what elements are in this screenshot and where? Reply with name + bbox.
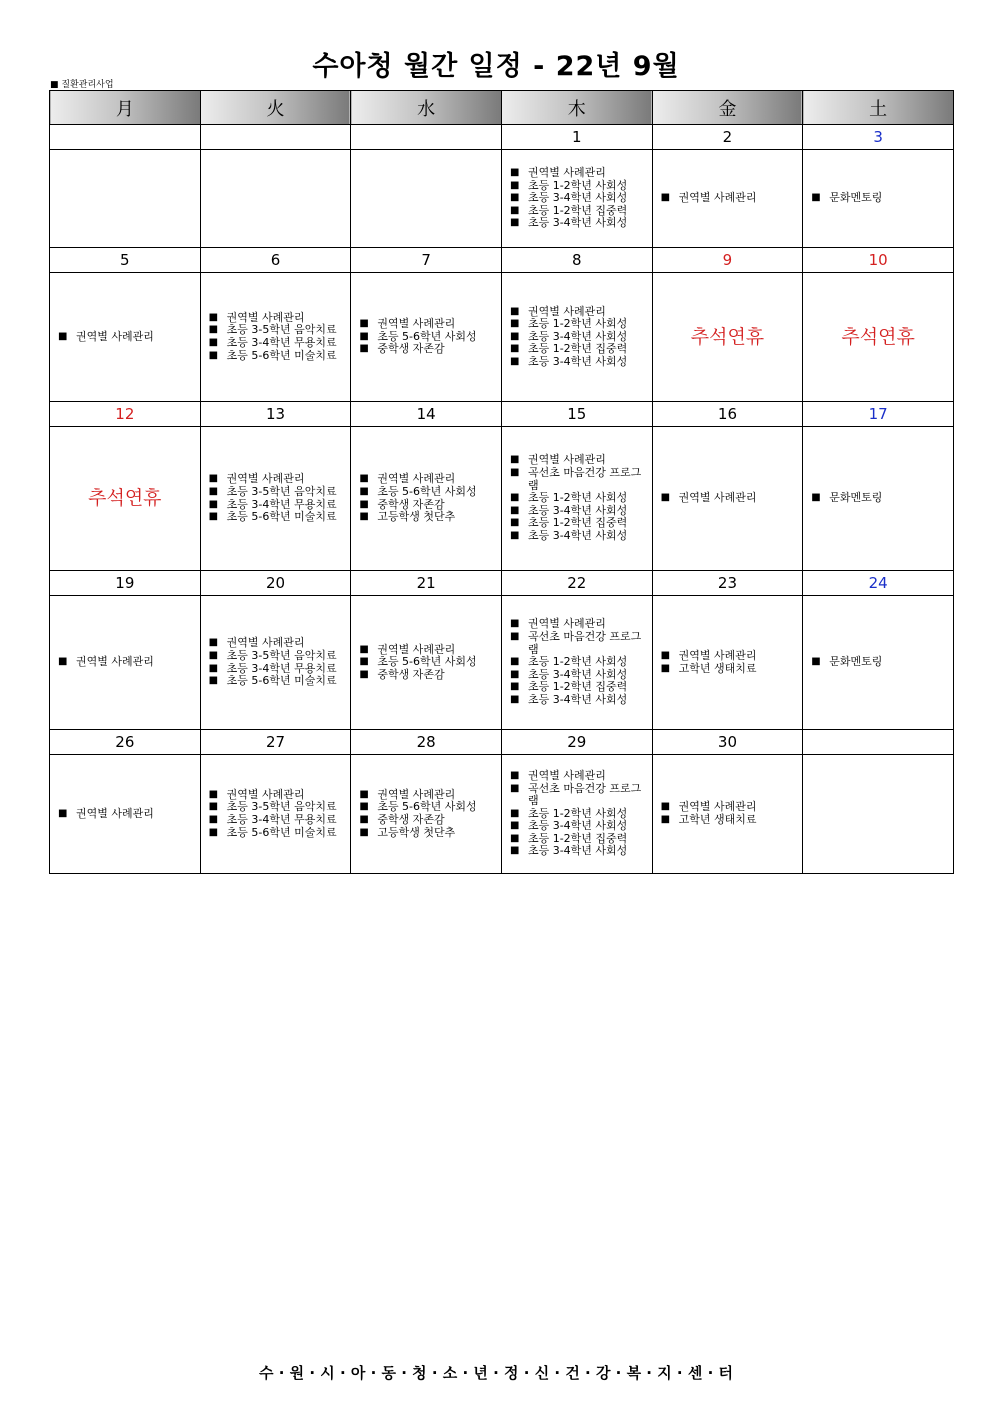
event-item: ■ 초등 3-4학년 사회성 [510,331,646,344]
event-item: ■ 문화멘토링 [811,656,947,669]
event-item: ■ 초등 1-2학년 사회성 [510,318,646,331]
event-item: ■ 고등학생 첫단추 [359,827,495,840]
page-title: 수아청 월간 일정 - 22년 9월 [312,51,680,82]
event-item: ■ 중학생 자존감 [359,669,495,682]
week-events-row [50,427,954,571]
week-events-row [50,755,954,874]
week-events-row [50,150,954,248]
date-number: 17 [803,402,954,427]
day-cell [652,273,803,402]
calendar-table [49,90,954,874]
day-cell [501,596,652,730]
event-item: ■ 권역별 사례관리 [510,618,646,631]
event-item: ■ 문화멘토링 [811,492,947,505]
day-cell [50,150,201,248]
day-cell [501,755,652,874]
calendar-body [50,125,954,874]
date-number: 8 [501,248,652,273]
day-cell [200,596,351,730]
date-number: 30 [652,730,803,755]
event-list [201,637,351,687]
event-list [50,656,200,669]
event-item: ■ 권역별 사례관리 [661,192,797,205]
day-cell [351,273,502,402]
event-item: ■ 초등 1-2학년 사회성 [510,808,646,821]
event-list [803,656,953,669]
event-list [351,644,501,682]
event-item: ■ 문화멘토링 [811,192,947,205]
day-cell [501,150,652,248]
event-item: ■ 초등 5-6학년 미술치료 [209,675,345,688]
event-item: ■ 초등 3-4학년 무용치료 [209,814,345,827]
event-item: ■ 권역별 사례관리 [510,167,646,180]
event-item: ■ 초등 3-4학년 무용치료 [209,499,345,512]
event-item: ■ 초등 3-4학년 사회성 [510,669,646,682]
date-number: 19 [50,571,201,596]
event-item: ■ 초등 3-4학년 사회성 [510,530,646,543]
date-number: 27 [200,730,351,755]
event-list [653,192,803,205]
day-cell [200,427,351,571]
event-item: ■ 곡선초 마음건강 프로그램 [510,467,646,492]
day-header-row [50,91,954,125]
event-list [351,473,501,523]
event-item: ■ 초등 1-2학년 집중력 [510,833,646,846]
date-number: 14 [351,402,502,427]
event-item: ■ 권역별 사례관리 [510,454,646,467]
event-item: ■ 중학생 자존감 [359,343,495,356]
date-number: 16 [652,402,803,427]
event-item: ■ 초등 3-4학년 사회성 [510,694,646,707]
event-list [50,808,200,821]
event-list [803,492,953,505]
event-item: ■ 권역별 사례관리 [209,789,345,802]
event-list [653,650,803,675]
event-item: ■ 초등 1-2학년 집중력 [510,343,646,356]
dayname-wed: 水 [351,91,502,125]
day-cell [200,273,351,402]
date-number: 3 [803,125,954,150]
event-list [201,312,351,362]
event-item: ■ 초등 3-4학년 사회성 [510,845,646,858]
event-item: ■ 초등 1-2학년 집중력 [510,205,646,218]
event-list [351,789,501,839]
day-cell [652,427,803,571]
event-item: ■ 초등 3-4학년 무용치료 [209,337,345,350]
event-list [502,770,652,858]
event-item: ■ 초등 5-6학년 사회성 [359,656,495,669]
event-item: ■ 권역별 사례관리 [359,473,495,486]
date-number: 29 [501,730,652,755]
event-item: ■ 초등 3-4학년 무용치료 [209,663,345,676]
date-number: 5 [50,248,201,273]
date-number: 10 [803,248,954,273]
event-item: ■ 초등 5-6학년 미술치료 [209,350,345,363]
event-item: ■ 초등 1-2학년 집중력 [510,681,646,694]
event-item: ■ 권역별 사례관리 [58,331,194,344]
day-cell [803,150,954,248]
event-list [201,789,351,839]
holiday-label: 추석연휴 [690,325,765,348]
date-number: 28 [351,730,502,755]
day-cell [50,755,201,874]
event-item: ■ 초등 5-6학년 사회성 [359,486,495,499]
date-number: 2 [652,125,803,150]
event-item: ■ 고학년 생태치료 [661,814,797,827]
event-list [803,192,953,205]
event-item: ■ 초등 5-6학년 미술치료 [209,827,345,840]
date-number: 12 [50,402,201,427]
event-item: ■ 초등 3-4학년 사회성 [510,192,646,205]
event-item: ■ 초등 3-5학년 음악치료 [209,801,345,814]
event-item: ■ 권역별 사례관리 [209,473,345,486]
date-number [50,125,201,150]
date-number: 21 [351,571,502,596]
date-number: 15 [501,402,652,427]
event-item: ■ 초등 3-5학년 음악치료 [209,486,345,499]
event-list [351,318,501,356]
event-item: ■ 고학년 생태치료 [661,663,797,676]
event-list [502,167,652,230]
event-item: ■ 초등 1-2학년 사회성 [510,656,646,669]
event-item: ■ 권역별 사례관리 [510,306,646,319]
dayname-tue: 火 [200,91,351,125]
day-cell [803,427,954,571]
event-item: ■ 초등 1-2학년 사회성 [510,180,646,193]
event-item: ■ 초등 3-4학년 사회성 [510,505,646,518]
date-number: 7 [351,248,502,273]
week-date-row [50,248,954,273]
event-item: ■ 권역별 사례관리 [359,789,495,802]
date-number: 6 [200,248,351,273]
event-list [502,454,652,542]
week-date-row [50,730,954,755]
day-cell [652,755,803,874]
day-cell [803,596,954,730]
holiday-label: 추석연휴 [841,325,915,348]
event-item: ■ 초등 3-4학년 사회성 [510,356,646,369]
day-cell [351,427,502,571]
date-number: 22 [501,571,652,596]
date-number [803,730,954,755]
week-events-row [50,273,954,402]
event-item: ■ 권역별 사례관리 [209,312,345,325]
day-cell [501,273,652,402]
day-cell [803,755,954,874]
event-item: ■ 권역별 사례관리 [661,801,797,814]
day-cell [50,273,201,402]
day-cell [803,273,954,402]
event-item: ■ 권역별 사례관리 [510,770,646,783]
event-item: ■ 초등 3-4학년 사회성 [510,820,646,833]
event-item: ■ 권역별 사례관리 [58,656,194,669]
event-item: ■ 중학생 자존감 [359,814,495,827]
holiday-label: 추석연휴 [88,487,162,510]
date-number: 13 [200,402,351,427]
event-item: ■ 초등 3-5학년 음악치료 [209,650,345,663]
event-list [653,492,803,505]
date-number: 9 [652,248,803,273]
event-list [502,618,652,706]
footer-org-name: 수 · 원 · 시 · 아 · 동 · 청 · 소 · 년 · 정 · 신 · 건 · 강 · 복 · 지 · 센 · 터 [259,1364,733,1382]
event-item: ■ 초등 3-4학년 사회성 [510,217,646,230]
event-list [201,473,351,523]
event-item: ■ 중학생 자존감 [359,499,495,512]
day-cell [351,755,502,874]
dayname-sat: 土 [803,91,954,125]
event-list [50,331,200,344]
dayname-mon: 月 [50,91,201,125]
day-cell [652,596,803,730]
event-item: ■ 초등 1-2학년 집중력 [510,517,646,530]
event-list [502,306,652,369]
date-number: 26 [50,730,201,755]
day-cell [50,427,201,571]
event-item: ■ 곡선초 마음건강 프로그램 [510,783,646,808]
date-number [200,125,351,150]
event-item: ■ 권역별 사례관리 [359,644,495,657]
event-item: ■ 곡선초 마음건강 프로그램 [510,631,646,656]
week-date-row [50,402,954,427]
dayname-thu: 木 [501,91,652,125]
event-item: ■ 권역별 사례관리 [359,318,495,331]
event-item: ■ 초등 5-6학년 미술치료 [209,511,345,524]
event-item: ■ 초등 3-5학년 음악치료 [209,324,345,337]
event-item: ■ 고등학생 첫단추 [359,511,495,524]
event-item: ■ 초등 5-6학년 사회성 [359,801,495,814]
day-cell [351,596,502,730]
day-cell [652,150,803,248]
day-cell [50,596,201,730]
day-cell [200,150,351,248]
dayname-fri: 金 [652,91,803,125]
week-events-row [50,596,954,730]
week-date-row [50,571,954,596]
event-item: ■ 권역별 사례관리 [58,808,194,821]
event-list [653,801,803,826]
category-label: ■ 질환관리사업 [50,80,114,90]
event-item: ■ 권역별 사례관리 [661,492,797,505]
day-cell [200,755,351,874]
week-date-row [50,125,954,150]
event-item: ■ 초등 5-6학년 사회성 [359,331,495,344]
event-item: ■ 권역별 사례관리 [209,637,345,650]
date-number: 1 [501,125,652,150]
event-item: ■ 초등 1-2학년 사회성 [510,492,646,505]
date-number [351,125,502,150]
event-item: ■ 권역별 사례관리 [661,650,797,663]
date-number: 24 [803,571,954,596]
date-number: 23 [652,571,803,596]
day-cell [501,427,652,571]
date-number: 20 [200,571,351,596]
day-cell [351,150,502,248]
